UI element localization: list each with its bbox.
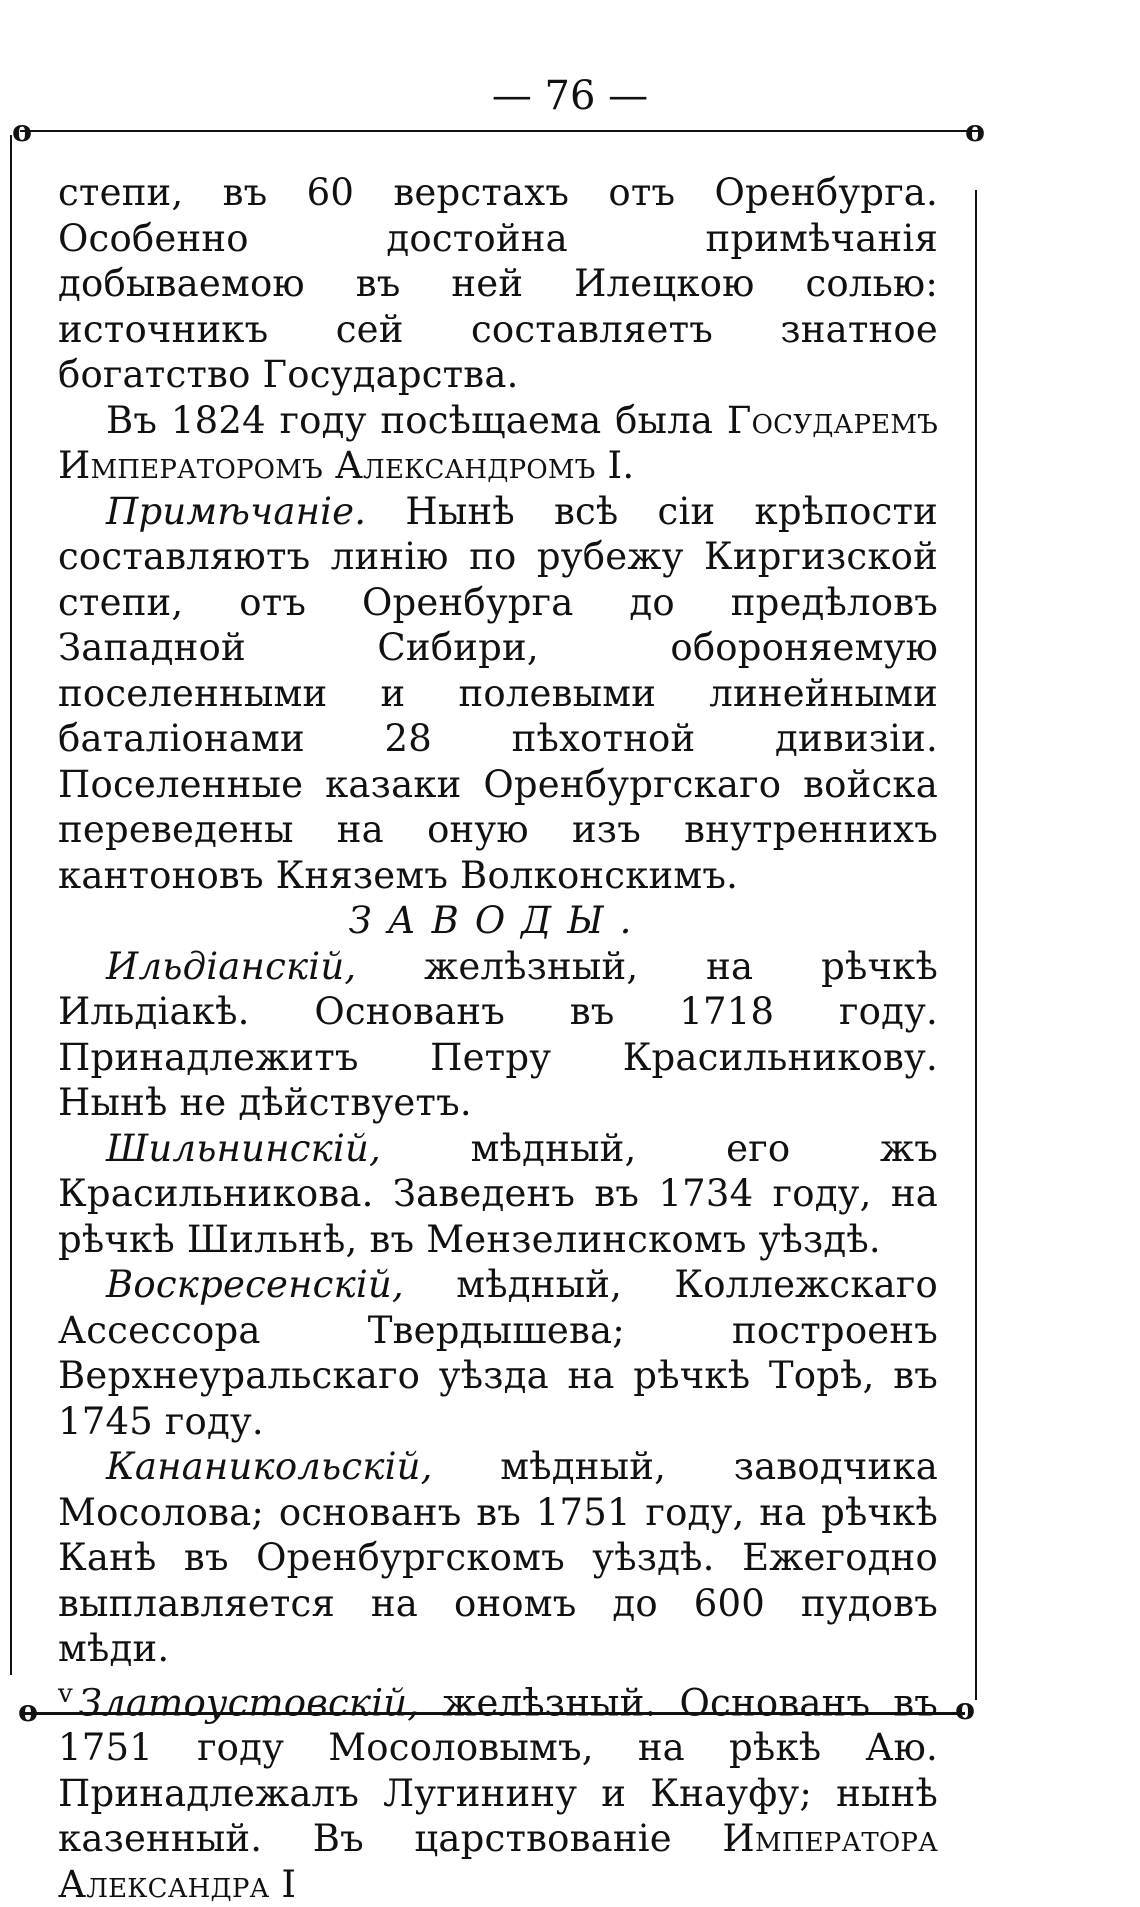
factory-entry <box>58 1126 938 1263</box>
paragraph-visit <box>58 398 938 489</box>
factory-entry <box>58 1262 938 1444</box>
right-border-line <box>975 190 977 1700</box>
factory-entry <box>58 1672 938 1907</box>
page-number: — 76 — <box>0 72 1140 120</box>
factory-name: Златоустовскій, <box>79 1681 419 1724</box>
paragraph-steppe: степи, въ 60 верстахъ отъ Оренбурга. Особенно достойна примѣчанія добываемою въ ней Илецкою солью: источникъ сей составляетъ знатное богатство Государства. <box>58 170 938 398</box>
note-label: Примѣчаніе. <box>106 490 366 533</box>
page-body <box>58 170 938 1907</box>
corner-ornament-bottom-left: o <box>18 1697 38 1727</box>
factory-description: мѣдный, заводчика Мосолова; основанъ въ 1751 году, на рѣчкѣ Канѣ въ Оренбургскомъ уѣздѣ. Ежегодно выплавляется на ономъ до 600 пудовъ мѣди. <box>58 1445 938 1670</box>
top-rule <box>20 130 980 132</box>
factory-entry <box>58 1444 938 1672</box>
factory-description: мѣдный, Коллежскаго Ассессора Твердышева; построенъ Верхнеуральскаго уѣзда на рѣчкѣ Торѣ, въ 1745 году. <box>58 1263 938 1443</box>
factory-name: Ильдіанскій, <box>106 945 356 988</box>
paragraph-note <box>58 489 938 899</box>
emperor-name: Государемъ Императоромъ Александромъ <box>58 399 938 488</box>
factory-name: Кананикольскій, <box>106 1445 433 1488</box>
factory-entry <box>58 944 938 1126</box>
corner-ornament-top-left: o <box>12 117 32 147</box>
note-text: Нынѣ всѣ сіи крѣпости составляютъ линію по рубежу Киргизской степи, отъ Оренбурга до предѣловъ Западной Сибири, обороняемую поселенными и полевыми линейными баталіонами 28 пѣхотной дивизіи. Поселенные казаки Оренбургскаго войска переведены на оную изъ внутреннихъ кантоновъ Княземъ Волконскимъ. <box>58 490 938 897</box>
visit-numeral: I. <box>596 444 635 487</box>
factory-description: желѣзный, на рѣчкѣ Ильдіакѣ. Основанъ въ 1718 году. Принадлежитъ Петру Красильникову. Нынѣ не дѣйствуетъ. <box>58 945 938 1125</box>
check-mark: v <box>58 1679 73 1709</box>
corner-ornament-bottom-right: o <box>955 1695 975 1725</box>
visit-text: Въ 1824 году посѣщаема была <box>106 399 727 442</box>
section-heading-factories: ЗАВОДЫ. <box>58 898 938 944</box>
factory-name: Воскресенскій, <box>106 1263 404 1306</box>
factory-description: мѣдный, его жъ Красильникова. Заведенъ въ 1734 году, на рѣчкѣ Шильнѣ, въ Мензелинскомъ уѣздѣ. <box>58 1127 938 1261</box>
factory-name: Шильнинскій, <box>106 1127 381 1170</box>
corner-ornament-top-right: o <box>965 117 985 147</box>
left-border-line <box>10 135 12 1675</box>
emperor-title: Императора Александра I <box>58 1817 938 1906</box>
factory-description: желѣзный. Основанъ въ 1751 году Мосоловымъ, на рѣкѣ Аю. Принадлежалъ Лугинину и Кнауфу; нынѣ казенный. Въ царствованіе <box>58 1681 938 1861</box>
